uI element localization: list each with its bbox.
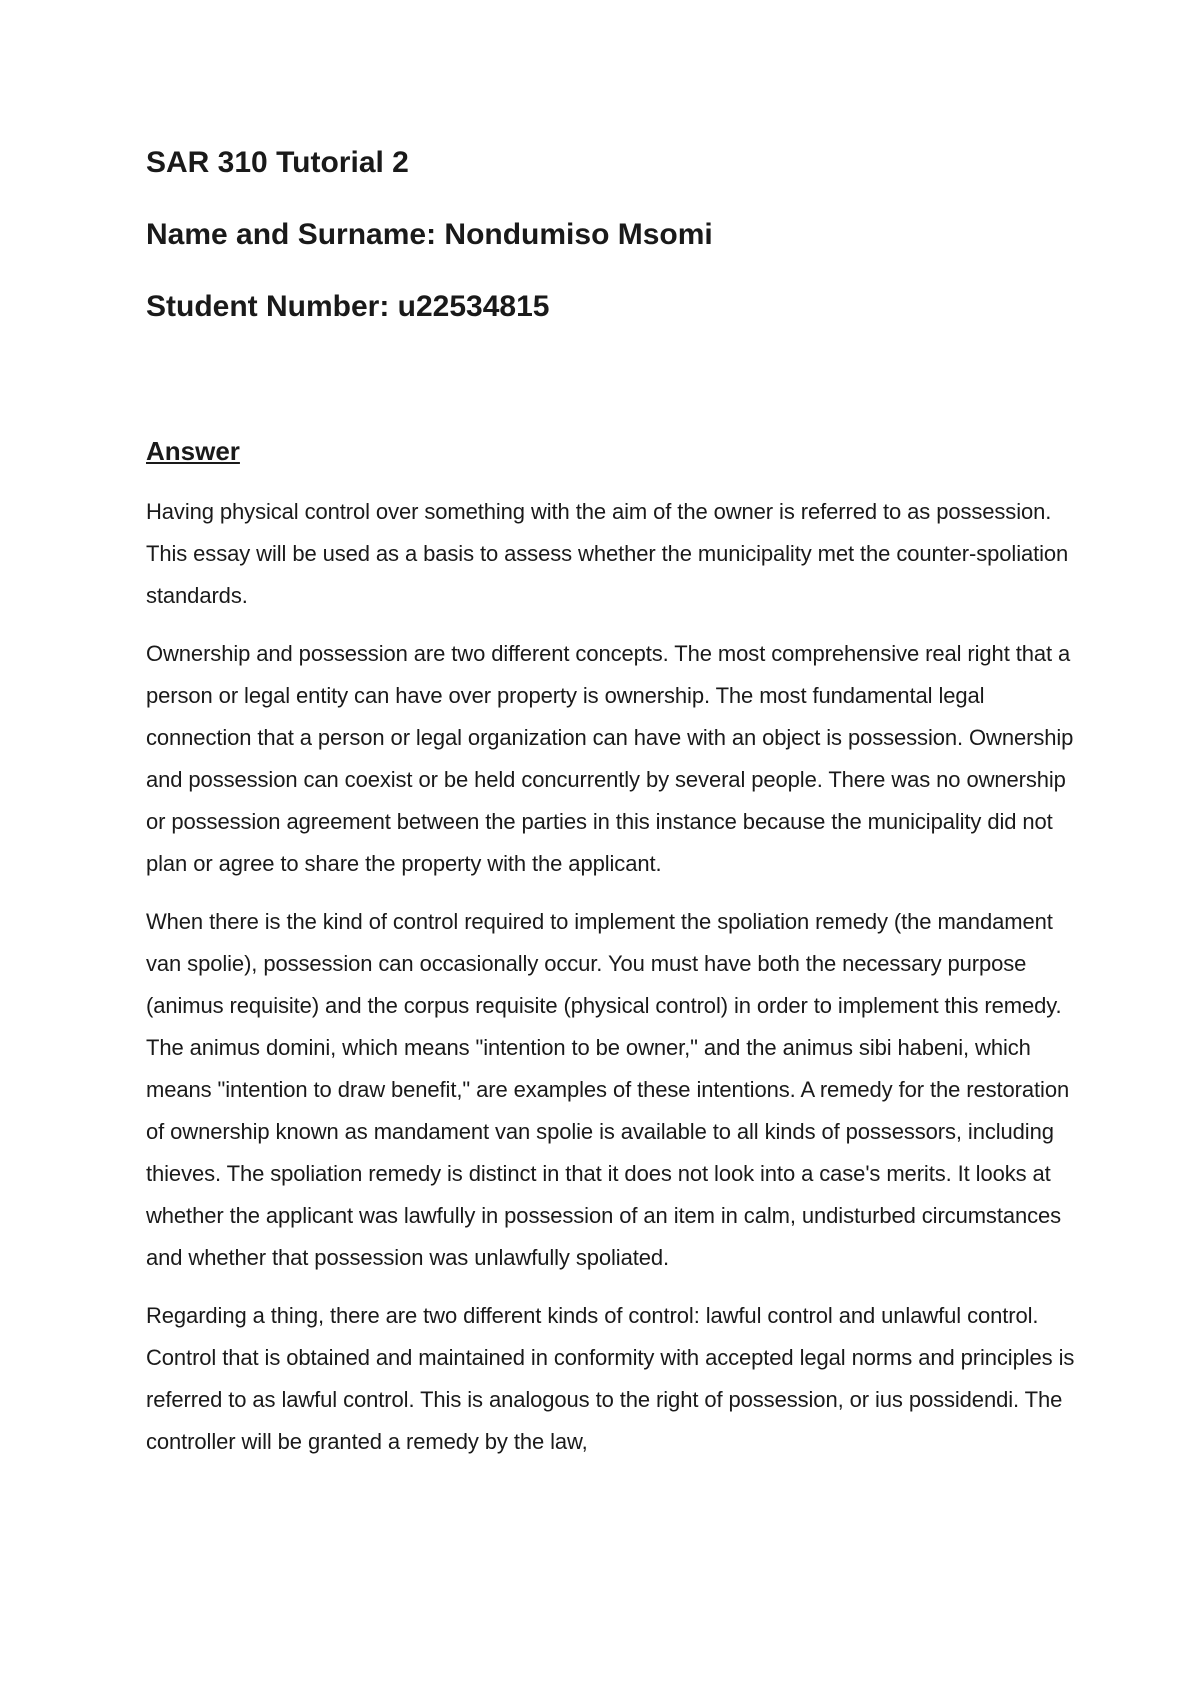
spacer	[146, 467, 1076, 491]
name-line: Name and Surname: Nondumiso Msomi	[146, 218, 713, 251]
paragraph-2: Ownership and possession are two different concepts. The most comprehensive real right that a person or legal entity can have over property is ownership. The most fundamental legal connection that a person or legal organization can have with an object is possession. Ownership and possession can coexist or be held concurrently by several people. There was no ownership or possession agreement between the parties in this instance because the municipality did not plan or agree to share the property with the applicant.	[146, 641, 1074, 876]
document-title: SAR 310 Tutorial 2	[146, 146, 409, 179]
spacer	[146, 361, 1076, 435]
document-content	[146, 145, 1076, 1479]
student-number-line: Student Number: u22534815	[146, 290, 550, 323]
answer-heading: Answer	[146, 436, 240, 466]
paragraph-1: Having physical control over something with the aim of the owner is referred to as possession. This essay will be used as a basis to assess whether the municipality met the counter-spoliation standards.	[146, 499, 1069, 608]
paragraph-3: When there is the kind of control required to implement the spoliation remedy (the mandament van spolie), possession can occasionally occur. You must have both the necessary purpose (animus requisite) and the corpus requisite (physical control) in order to implement this remedy. The animus domini, which means "intention to be owner," and the animus sibi habeni, which means "intention to draw benefit," are examples of these intentions. A remedy for the restoration of ownership known as mandament van spolie is available to all kinds of possessors, including thieves. The spoliation remedy is distinct in that it does not look into a case's merits. It looks at whether the applicant was lawfully in possession of an item in calm, undisturbed circumstances and whether that possession was unlawfully spoliated.	[146, 909, 1070, 1270]
paragraph-4: Regarding a thing, there are two different kinds of control: lawful control and unlawful control. Control that is obtained and maintained in conformity with accepted legal norms and principles is referred to as lawful control. This is analogous to the right of possession, or ius possidendi. The controller will be granted a remedy by the law,	[146, 1303, 1075, 1454]
